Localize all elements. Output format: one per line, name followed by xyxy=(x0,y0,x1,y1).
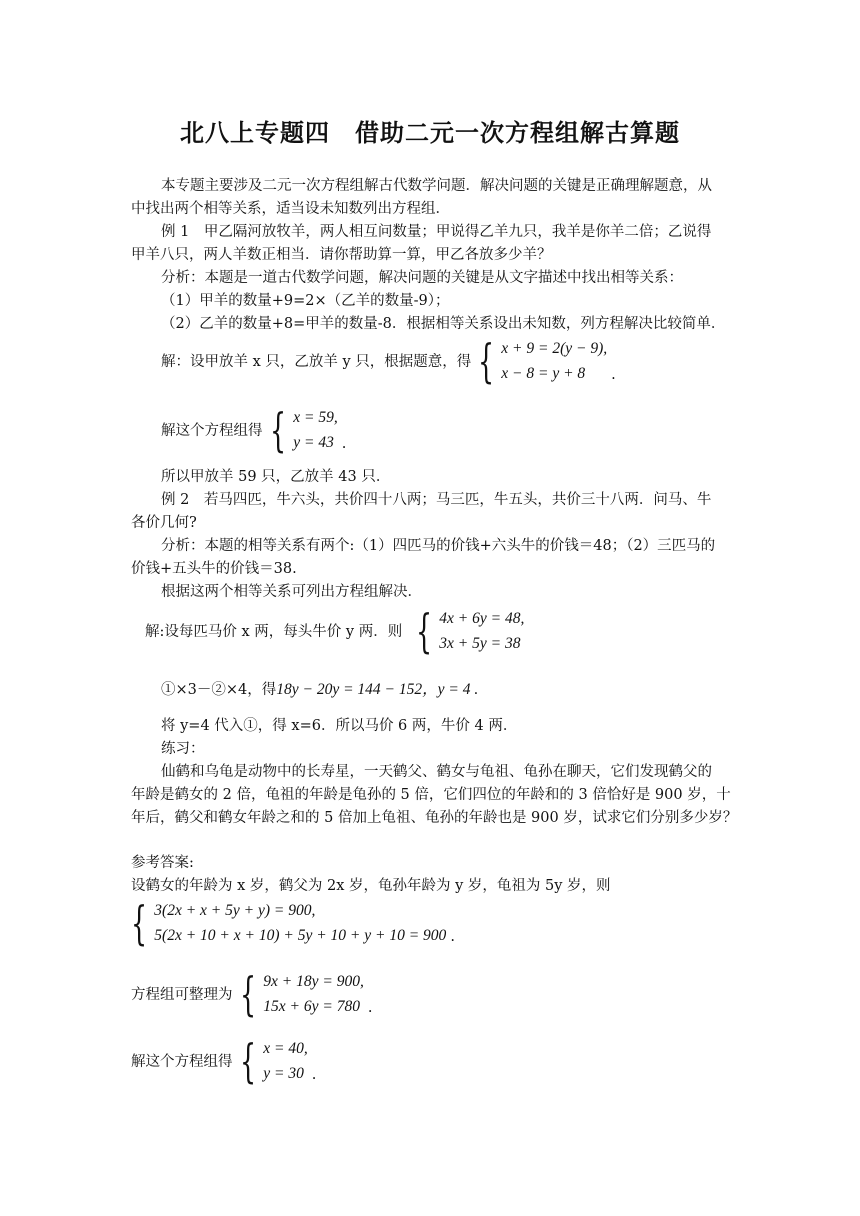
answer-label: 参考答案: xyxy=(131,855,194,871)
answer-solve-lead: 解这个方程组得 xyxy=(131,1054,233,1070)
example1-relation-2: （2）乙羊的数量+8=甲羊的数量-8．根据相等关系设出未知数，列方程解决比较简单． xyxy=(161,316,726,332)
equation: y = 30 xyxy=(263,1065,304,1082)
equation: 5(2x + 10 + x + 10) + 5y + 10 + y + 10 = 900 xyxy=(154,927,447,944)
example1-analysis: 分析：本题是一道古代数学问题，解决问题的关键是从文字描述中找出相等关系： xyxy=(161,270,683,286)
left-brace: { xyxy=(478,334,495,388)
equation: x = 59, xyxy=(293,409,338,426)
example1-solution-system xyxy=(270,405,346,455)
equation: 9x + 18y = 900, xyxy=(263,973,364,990)
example1-solve-lead: 解这个方程组得 xyxy=(161,423,263,439)
equation: 15x + 6y = 780 xyxy=(263,998,360,1015)
intro-line-1: 本专题主要涉及二元一次方程组解古代数学问题．解决问题的关键是正确理解题意，从 xyxy=(161,178,712,194)
left-brace: { xyxy=(270,403,287,457)
page-title: 北八上专题四 借助二元一次方程组解古算题 xyxy=(180,119,680,147)
example2-solution-lead: 解:设每匹马价 x 两，每头牛价 y 两．则 xyxy=(145,624,403,640)
example2-question-2: 各价几何? xyxy=(131,515,197,531)
period: . xyxy=(450,929,455,945)
practice-line-2: 年龄是鹤女的 2 倍，龟祖的年龄是龟孙的 5 倍，它们四位的年龄和的 3 倍恰好是 900 岁，十 xyxy=(131,787,731,803)
example1-question-2: 甲羊八只，两人羊数正相当．请你帮助算一算，甲乙各放多少羊？ xyxy=(131,247,552,263)
practice-label: 练习： xyxy=(161,741,205,757)
answer-equation-system xyxy=(131,898,455,948)
answer-simplify-lead: 方程组可整理为 xyxy=(131,987,233,1003)
left-brace: { xyxy=(416,604,433,658)
answer-simplified-system xyxy=(240,969,372,1019)
example2-step-2: 将 y=4 代入①，得 x=6．所以马价 6 两，牛价 4 两． xyxy=(161,718,518,734)
example2-analysis-1: 分析：本题的相等关系有两个:（1）四匹马的价钱+六头牛的价钱＝48；（2）三匹马的 xyxy=(161,538,716,554)
intro-line-2: 中找出两个相等关系，适当设未知数列出方程组． xyxy=(131,201,450,217)
period: . xyxy=(367,1000,373,1016)
example2-analysis-2: 价钱+五头牛的价钱＝38. xyxy=(131,561,297,577)
equation: x + 9 = 2(y − 9), xyxy=(501,340,608,357)
equation: x − 8 = y + 8 xyxy=(501,365,586,382)
period: . xyxy=(611,367,616,383)
answer-solution-system xyxy=(240,1036,316,1086)
step-text: ①×3－②×4，得 xyxy=(161,682,277,698)
example2-question-1: 例 2 若马四匹，牛六头，共价四十八两；马三匹，牛五头，共价三十八两．问马、牛 xyxy=(161,492,712,508)
equation: y = 43 xyxy=(293,434,334,451)
example2-note: 根据这两个相等关系可列出方程组解决． xyxy=(161,584,422,600)
practice-line-3: 年后，鹤父和鹤女年龄之和的 5 倍加上龟祖、龟孙的年龄也是 900 岁，试求它们分别多少岁？ xyxy=(131,810,738,826)
period: . xyxy=(311,1067,317,1083)
example1-equation-system xyxy=(478,336,616,386)
left-brace: { xyxy=(131,896,148,950)
step-formula: 18y − 20y = 144 − 152，y = 4 . xyxy=(276,681,479,698)
left-brace: { xyxy=(240,967,257,1021)
equation: x = 40, xyxy=(263,1040,308,1057)
example1-relation-1: （1）甲羊的数量+9=2×（乙羊的数量-9）； xyxy=(161,293,450,309)
example1-conclusion: 所以甲放羊 59 只，乙放羊 43 只． xyxy=(161,469,391,485)
equation: 3(2x + x + 5y + y) = 900, xyxy=(154,902,316,919)
example2-step-1 xyxy=(161,680,478,700)
period: . xyxy=(341,436,347,452)
practice-line-1: 仙鹤和乌龟是动物中的长寿星，一天鹤父、鹤女与龟祖、龟孙在聊天，它们发现鹤父的 xyxy=(161,764,712,780)
answer-setup: 设鹤女的年龄为 x 岁，鹤父为 2x 岁，龟孙年龄为 y 岁，龟祖为 5y 岁，则 xyxy=(131,878,611,894)
left-brace: { xyxy=(240,1034,257,1088)
example2-equation-system xyxy=(416,606,524,656)
example1-question-1: 例 1 甲乙隔河放牧羊，两人相互问数量；甲说得乙羊九只，我羊是你羊二倍；乙说得 xyxy=(161,224,712,240)
example1-solution-lead: 解：设甲放羊 x 只，乙放羊 y 只，根据题意，得 xyxy=(161,354,472,370)
equation: 4x + 6y = 48, xyxy=(439,610,525,627)
equation: 3x + 5y = 38 xyxy=(439,635,521,652)
